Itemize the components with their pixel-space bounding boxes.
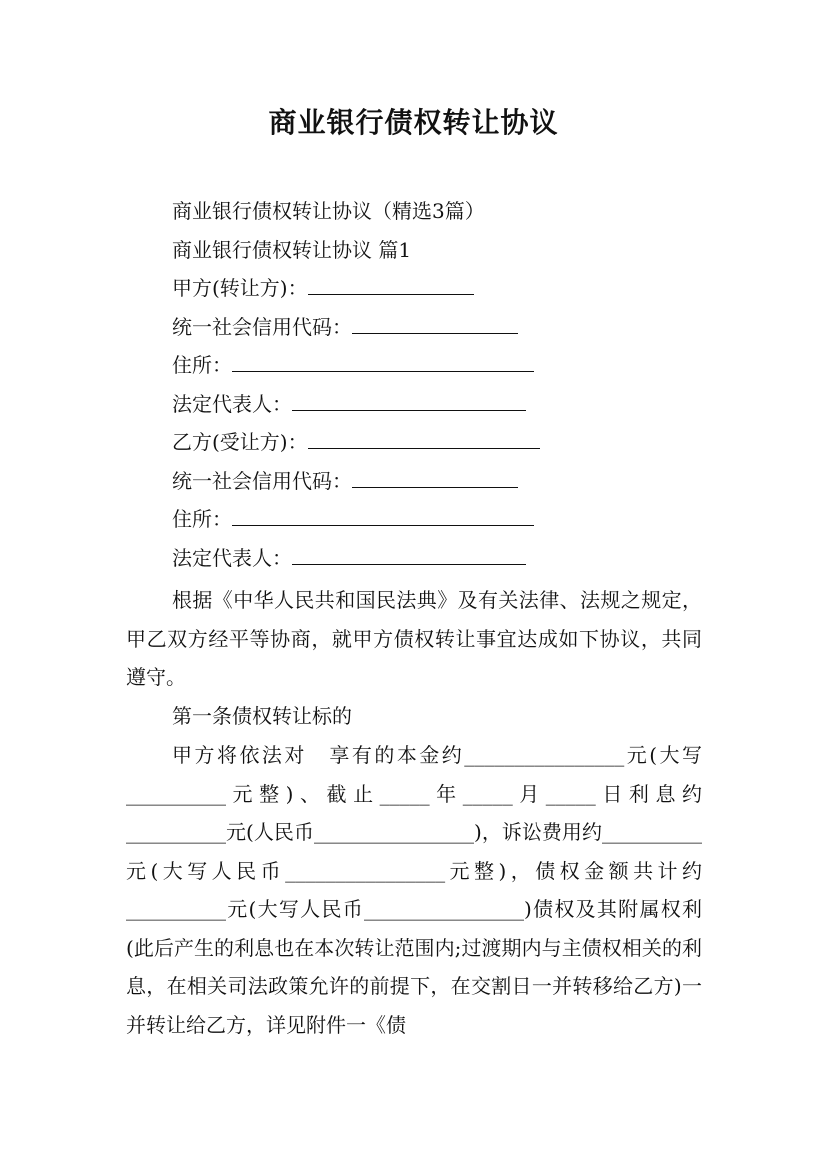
party-b-label: 乙方(受让方)： [172, 430, 308, 454]
legal-rep-a-label: 法定代表人： [172, 392, 292, 416]
address-a-label: 住所： [172, 353, 232, 377]
credit-code-b-line [172, 466, 518, 496]
party-a-line [172, 273, 474, 303]
legal-rep-a-blank [292, 390, 526, 411]
article1-heading: 第一条债权转让标的 [172, 704, 352, 728]
article1-paragraph [126, 736, 702, 1044]
legal-rep-b-label: 法定代表人： [172, 546, 292, 570]
address-b-blank [232, 505, 534, 526]
article1-text: 甲方将依法对 享有的本金约________________元(大写__________元整)、截止_____年_____月_____日利息约__________元(人民币________________)，诉讼费用约__________元(大写人民币________________元整)，债权金额共计约__________元(大写人民币________________)债权及其附属权利(此后产生的利息也在本次转让范围内;过渡期内与主债权相关的利息，在相关司法政策允许的前提下，在交割日一并转移给乙方)一并转让给乙方，详见附件一《债 [126, 743, 702, 1037]
party-b-blank [308, 428, 540, 449]
credit-code-b-label: 统一社会信用代码： [172, 469, 352, 493]
address-a-line [172, 350, 534, 380]
credit-code-a-blank [352, 313, 518, 334]
address-b-line [172, 504, 534, 534]
preamble-paragraph [126, 581, 702, 697]
document-title: 商业银行债权转让协议 [268, 106, 559, 139]
address-a-blank [232, 351, 534, 372]
credit-code-a-label: 统一社会信用代码： [172, 315, 352, 339]
credit-code-a-line [172, 312, 518, 342]
section-heading: 商业银行债权转让协议 篇1 [172, 238, 412, 262]
preamble-text: 根据《中华人民共和国民法典》及有关法律、法规之规定，甲乙双方经平等协商，就甲方债权转让事宜达成如下协议，共同遵守。 [126, 588, 702, 689]
legal-rep-b-line [172, 543, 526, 573]
credit-code-b-blank [352, 467, 518, 488]
address-b-label: 住所： [172, 507, 232, 531]
document-subtitle: 商业银行债权转让协议（精选3篇） [172, 199, 485, 223]
party-b-line [172, 427, 540, 457]
legal-rep-a-line [172, 389, 526, 419]
legal-rep-b-blank [292, 544, 526, 565]
party-a-blank [308, 274, 474, 295]
party-a-label: 甲方(转让方)： [172, 276, 308, 300]
